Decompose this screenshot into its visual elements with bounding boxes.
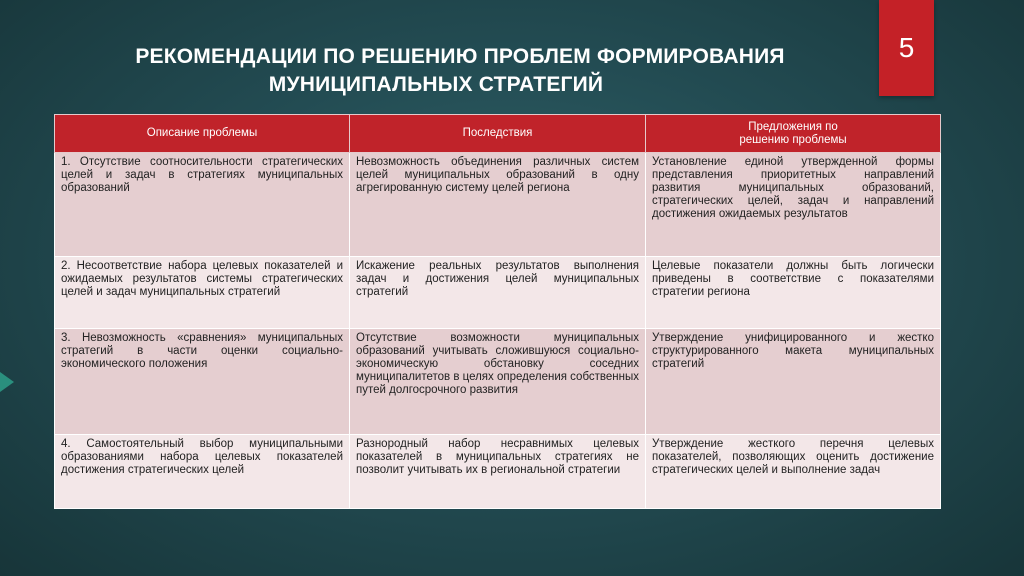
header-consequences: Последствия xyxy=(350,115,646,153)
table-header-row xyxy=(55,115,941,153)
proposal-cell: Утверждение жесткого перечня целевых показателей, позволяющих оценить достижение стратегических целей и выполнение задач xyxy=(646,435,941,509)
page-number-badge xyxy=(879,0,934,96)
left-accent-arrow xyxy=(0,372,14,392)
header-problem-description: Описание проблемы xyxy=(55,115,350,153)
consequence-cell: Невозможность объединения различных систем целей муниципальных образований в одну агрегированную систему целей региона xyxy=(350,153,646,257)
recommendations-table xyxy=(54,114,941,509)
proposal-cell: Утверждение унифицированного и жестко структурированного макета муниципальных стратегий xyxy=(646,329,941,435)
slide-title-line-2: МУНИЦИПАЛЬНЫХ СТРАТЕГИЙ xyxy=(268,73,604,96)
problem-cell: 2. Несоответствие набора целевых показателей и ожидаемых результатов системы стратегических целей и задач муниципальных стратегий xyxy=(55,257,350,329)
table-row xyxy=(55,435,941,509)
problem-cell: 3. Невозможность «сравнения» муниципальных стратегий в части оценки социально-экономического положения xyxy=(55,329,350,435)
header-proposals-label: Предложения по решению проблемы xyxy=(739,120,847,146)
page-number: 5 xyxy=(898,32,915,63)
slide-title xyxy=(60,43,860,99)
table-row xyxy=(55,153,941,257)
slide-title-line-1: РЕКОМЕНДАЦИИ ПО РЕШЕНИЮ ПРОБЛЕМ ФОРМИРОВАНИЯ xyxy=(135,45,785,68)
table-row xyxy=(55,329,941,435)
proposal-cell: Установление единой утвержденной формы представления приоритетных направлений развития муниципальных образований, стратегических целей, задач и направлений достижения ожидаемых результатов xyxy=(646,153,941,257)
header-proposals xyxy=(646,115,941,153)
table-row xyxy=(55,257,941,329)
consequence-cell: Искажение реальных результатов выполнения задач и достижения целей муниципальных стратегий xyxy=(350,257,646,329)
consequence-cell: Разнородный набор несравнимых целевых показателей в муниципальных стратегиях не позволит учитывать их в региональной стратегии xyxy=(350,435,646,509)
problem-cell: 1. Отсутствие соотносительности стратегических целей и задач в стратегиях муниципальных образований xyxy=(55,153,350,257)
proposal-cell: Целевые показатели должны быть логически приведены в соответствие с показателями стратегии региона xyxy=(646,257,941,329)
consequence-cell: Отсутствие возможности муниципальных образований учитывать сложившуюся социально-экономическую обстановку соседних муниципалитетов в целях определения собственных путей долгосрочного развития xyxy=(350,329,646,435)
problem-cell: 4. Самостоятельный выбор муниципальными образованиями набора целевых показателей достижения стратегических целей xyxy=(55,435,350,509)
